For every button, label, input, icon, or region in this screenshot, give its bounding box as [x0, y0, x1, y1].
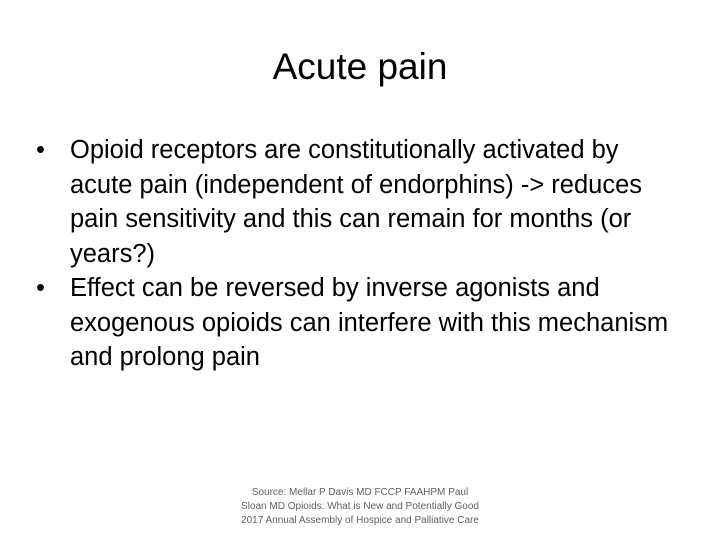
bullet-list	[36, 133, 686, 375]
bullet-dot-icon: •	[36, 136, 45, 164]
source-citation: Source: Mellar P Davis MD FCCP FAAHPM Paul Sloan MD Opioids: What is New and Potentially Good 2017 Annual Assembly of Hospice and Palliative Care	[241, 487, 479, 526]
slide-title: Acute pain	[272, 46, 448, 87]
bullet-item	[36, 271, 686, 375]
bullet-text: Effect can be reversed by inverse agonists and exogenous opioids can interfere with this mechanism and prolong pain	[70, 274, 669, 371]
bullet-dot-icon: •	[36, 274, 45, 302]
bullet-item	[36, 133, 686, 271]
bullet-text: Opioid receptors are constitutionally activated by acute pain (independent of endorphins) -> reduces pain sensitivity and this can remain for months (or years?)	[70, 136, 643, 268]
